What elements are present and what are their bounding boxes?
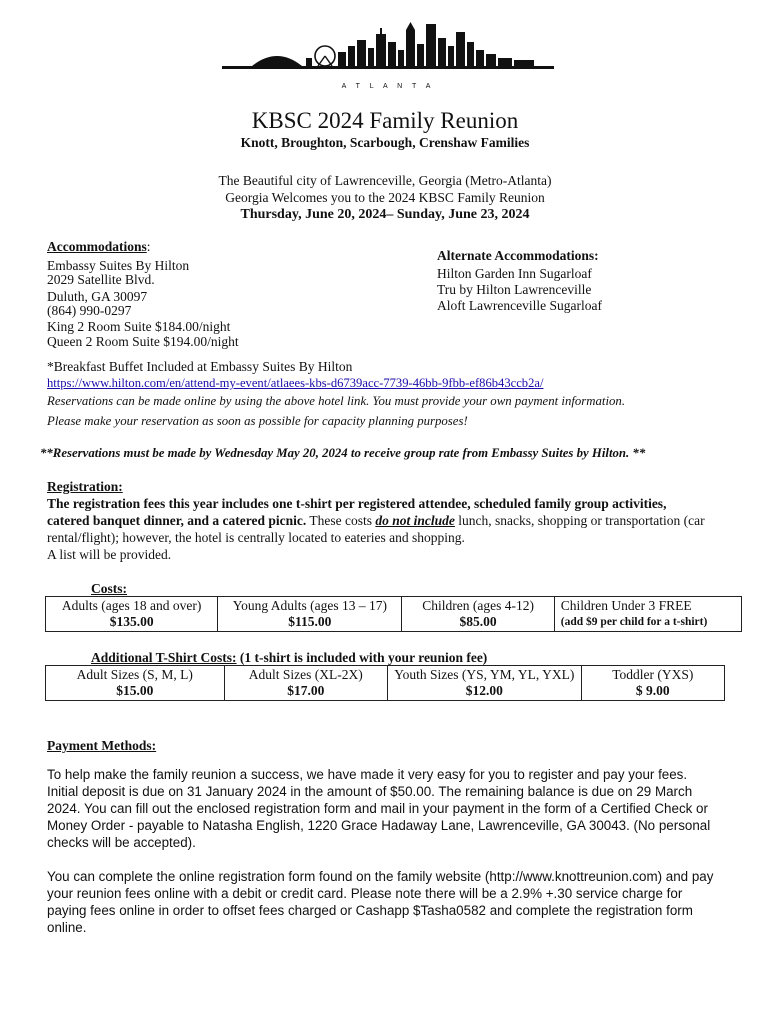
registration-body [47,495,712,546]
accommodations-heading-wrap [47,239,151,255]
alternate-item: Hilton Garden Inn Sugarloaf [437,266,592,281]
tshirt-label: Youth Sizes (YS, YM, YL, YXL) [394,667,575,682]
alternate-heading: Alternate Accommodations: [437,248,599,263]
hotel-phone: (864) 990-0297 [47,303,132,318]
registration-text-before: These costs [309,513,373,528]
alternate-item: Tru by Hilton Lawrenceville [437,282,592,297]
costs-table [45,596,742,632]
cost-cell-young-adults [218,597,402,632]
tshirt-cell [581,666,724,701]
accommodations-colon: : [146,239,151,254]
intro-line-2: Georgia Welcomes you to the 2024 KBSC Family Reunion [225,190,545,205]
tshirt-table [45,665,725,701]
logo-caption: A T L A N T A [341,83,435,90]
page-title: KBSC 2024 Family Reunion [251,108,519,133]
tshirt-heading: Additional T-Shirt Costs: [91,650,237,665]
rate-king: King 2 Room Suite $184.00/night [47,319,231,334]
tshirt-heading-wrap [91,650,487,666]
online-reservation-note: Reservations can be made online by using the above hotel link. You must provide your own payment information. [47,394,626,408]
list-note: A list will be provided. [47,547,172,562]
reserve-asap-note: Please make your reservation as soon as possible for capacity planning purposes! [47,414,468,428]
event-dates: Thursday, June 20, 2024– Sunday, June 23, 2024 [240,207,530,222]
cost-label: Children Under 3 FREE [560,598,692,613]
hotel-booking-link[interactable]: https://www.hilton.com/en/attend-my-event/atlaees-kbs-d6739acc-7739-46bb-9fbb-ef86b43ccb2a/ [47,376,544,390]
rate-queen: Queen 2 Room Suite $194.00/night [47,334,239,349]
not-include-emphasis: do not include [375,513,455,528]
hotel-city: Duluth, GA 30097 [47,289,148,304]
alternate-item: Aloft Lawrenceville Sugarloaf [437,298,602,313]
cost-cell-children [402,597,554,632]
cost-price: $115.00 [288,614,332,629]
cost-cell-adults [46,597,218,632]
tshirt-price: $12.00 [465,683,503,698]
costs-row [46,597,742,632]
tshirt-price: $15.00 [116,683,154,698]
cost-price: $85.00 [459,614,497,629]
tshirt-price: $ 9.00 [635,683,670,698]
cost-price: (add $9 per child for a t-shirt) [560,616,708,628]
tshirt-label: Adult Sizes (XL-2X) [248,667,363,682]
reservation-deadline: **Reservations must be made by Wednesday May 20, 2024 to receive group rate from Embassy Suites by Hilton. ** [40,446,646,460]
tshirt-cell [46,666,225,701]
cost-price: $135.00 [109,614,154,629]
tshirt-price: $17.00 [287,683,325,698]
tshirt-cell [224,666,387,701]
cost-label: Young Adults (ages 13 – 17) [232,598,387,613]
payment-paragraph-1: To help make the family reunion a success, we have made it very easy for you to register and pay your fees. Initial deposit is due on 31 January 2024 in the amount of $50.00. The remaining balance is due on 29 March 2024. You can fill out the enclosed registration form and mail in your payment in the form of a Certified Check or Money Order - payable to Natasha English, 1220 Grace Hadaway Lane, Lawrenceville, GA 30043. (No personal checks will be accepted). [47,767,711,850]
costs-heading: Costs: [91,581,127,596]
registration-bold-text: The registration fees this year includes one t-shirt per registered attendee, scheduled family group activities, catered banquet dinner, and a catered picnic. [47,496,667,528]
registration-heading: Registration: [47,479,123,494]
page-subtitle: Knott, Broughton, Scarbough, Crenshaw Families [240,135,530,150]
breakfast-note: *Breakfast Buffet Included at Embassy Suites By Hilton [47,359,353,374]
hotel-street: 2029 Satellite Blvd. [47,272,155,287]
cost-cell-under-3 [554,597,741,632]
tshirt-row [46,666,725,701]
tshirt-label: Adult Sizes (S, M, L) [76,667,193,682]
accommodations-heading: Accommodations [47,239,147,254]
payment-heading: Payment Methods: [47,738,157,753]
payment-paragraph-2: You can complete the online registration form found on the family website (http://www.knottreunion.com) and pay your reunion fees online with a debit or credit card. Please note there will be a 2.9% +.30 service charge for paying fees online in order to offset fees charged or Cashapp $Tasha0582 and complete the registration form online. [47,869,714,935]
tshirt-label: Toddler (YXS) [612,667,694,682]
atlanta-skyline-logo [222,20,554,92]
tshirt-note: (1 t-shirt is included with your reunion fee) [239,650,488,665]
registration-text-after: lunch, snacks, shopping or transportation (car rental/flight); however, the hotel is centrally located to eateries and shopping. [47,513,705,545]
tshirt-cell [387,666,581,701]
skyline-icon [222,20,554,92]
cost-label: Children (ages 4-12) [422,598,534,613]
cost-label: Adults (ages 18 and over) [61,598,202,613]
intro-line-1: The Beautiful city of Lawrenceville, Georgia (Metro-Atlanta) [218,173,552,188]
hotel-name: Embassy Suites By Hilton [47,258,190,273]
